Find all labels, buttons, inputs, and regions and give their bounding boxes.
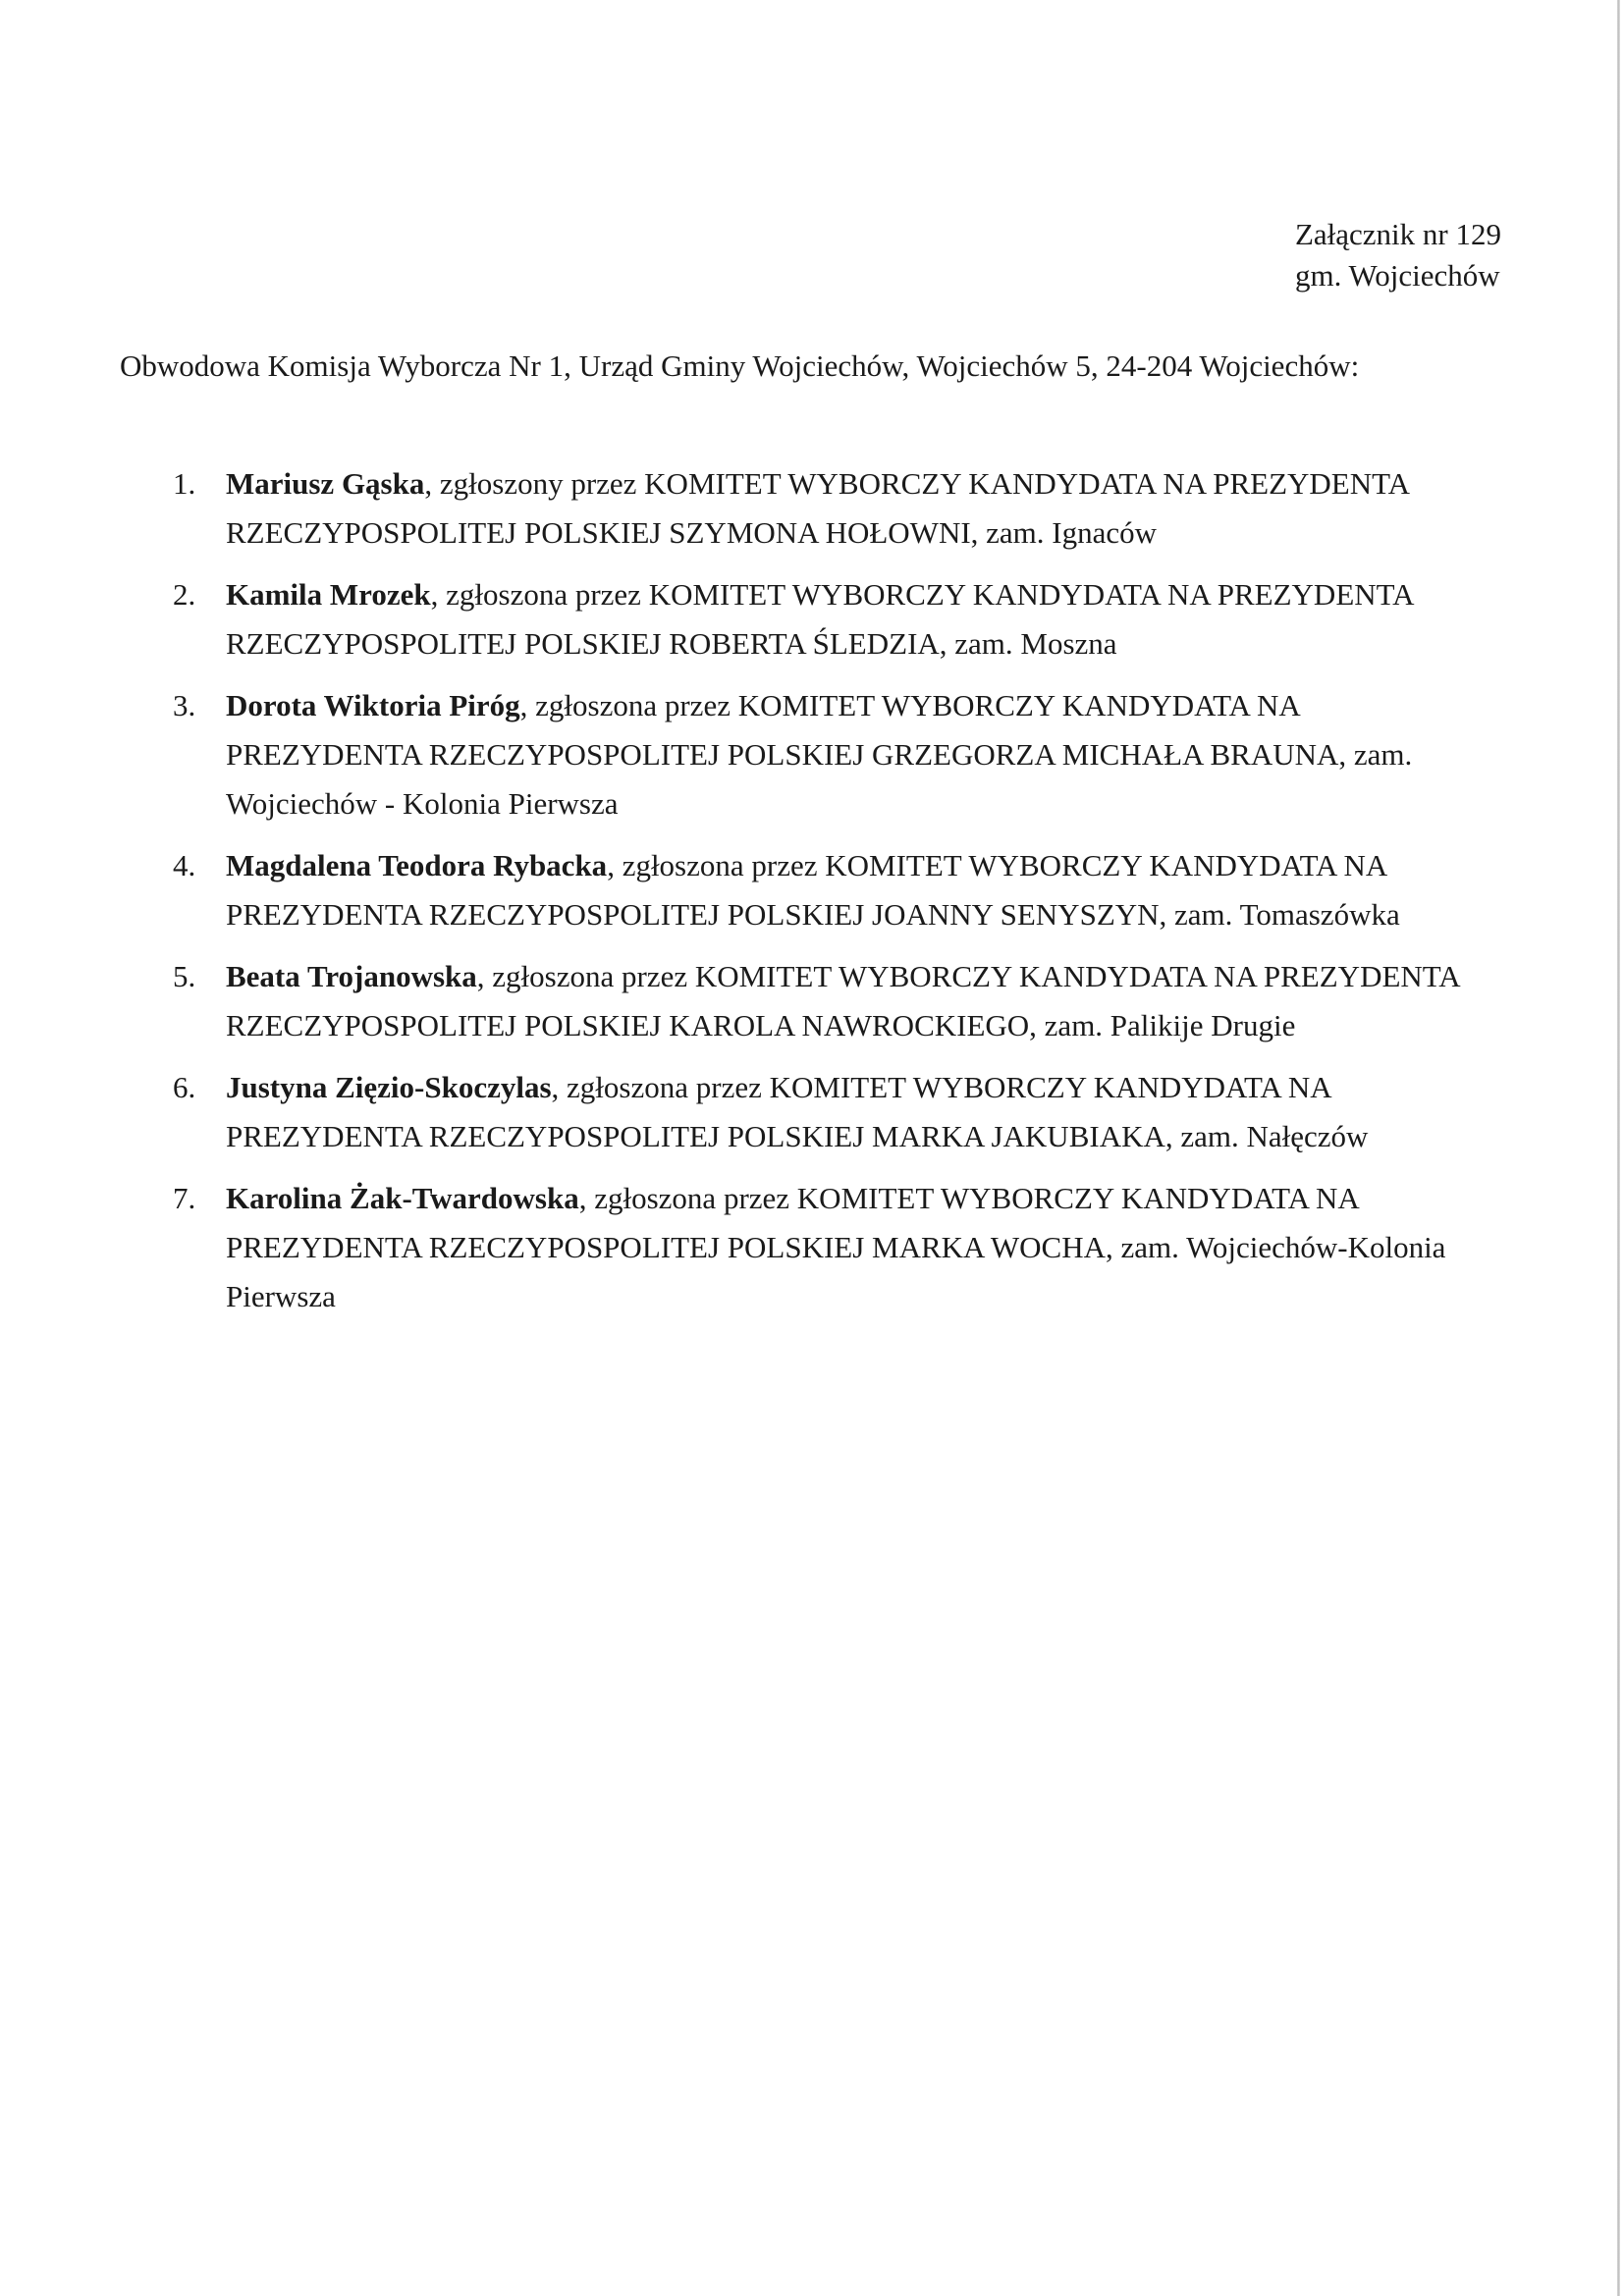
- member-details: , zgłoszona przez KOMITET WYBORCZY KANDYDATA NA PREZYDENTA RZECZYPOSPOLITEJ POLSKIEJ KAROLA NAWROCKIEGO, zam. Palikije Drugie: [226, 959, 1459, 1042]
- list-item: [157, 1174, 1492, 1321]
- item-number: 3.: [173, 688, 196, 722]
- member-list: [157, 459, 1492, 1334]
- list-item: [157, 1063, 1492, 1161]
- list-item: [157, 841, 1492, 939]
- scan-edge-line: [1617, 0, 1620, 2296]
- member-name: Kamila Mrozek: [226, 577, 431, 612]
- member-name: Justyna Zięzio-Skoczylas: [226, 1070, 552, 1104]
- list-item: [157, 952, 1492, 1050]
- member-details: , zgłoszona przez KOMITET WYBORCZY KANDYDATA NA PREZYDENTA RZECZYPOSPOLITEJ POLSKIEJ MARKA WOCHA, zam. Wojciechów-Kolonia Pierwsza: [226, 1181, 1446, 1313]
- member-details: , zgłoszona przez KOMITET WYBORCZY KANDYDATA NA PREZYDENTA RZECZYPOSPOLITEJ POLSKIEJ JOANNY SENYSZYN, zam. Tomaszówka: [226, 848, 1400, 932]
- member-name: Mariusz Gąska: [226, 466, 425, 501]
- member-name: Dorota Wiktoria Piróg: [226, 688, 520, 722]
- member-name: Magdalena Teodora Rybacka: [226, 848, 608, 882]
- item-number: 6.: [173, 1070, 196, 1104]
- member-details: , zgłoszona przez KOMITET WYBORCZY KANDYDATA NA PREZYDENTA RZECZYPOSPOLITEJ POLSKIEJ GRZEGORZA MICHAŁA BRAUNA, zam. Wojciechów - Kolonia Pierwsza: [226, 688, 1413, 821]
- attachment-header: [1295, 214, 1501, 296]
- member-details: , zgłoszona przez KOMITET WYBORCZY KANDYDATA NA PREZYDENTA RZECZYPOSPOLITEJ POLSKIEJ ROBERTA ŚLEDZIA, zam. Moszna: [226, 577, 1413, 661]
- member-name: Karolina Żak-Twardowska: [226, 1181, 579, 1215]
- item-number: 2.: [173, 577, 196, 612]
- item-number: 1.: [173, 466, 196, 501]
- member-details: , zgłoszony przez KOMITET WYBORCZY KANDYDATA NA PREZYDENTA RZECZYPOSPOLITEJ POLSKIEJ SZYMONA HOŁOWNI, zam. Ignaców: [226, 466, 1409, 550]
- list-item: [157, 681, 1492, 828]
- list-item: [157, 570, 1492, 668]
- member-details: , zgłoszona przez KOMITET WYBORCZY KANDYDATA NA PREZYDENTA RZECZYPOSPOLITEJ POLSKIEJ MARKA JAKUBIAKA, zam. Nałęczów: [226, 1070, 1369, 1153]
- member-name: Beata Trojanowska: [226, 959, 477, 993]
- attachment-number: Załącznik nr 129: [1294, 217, 1501, 251]
- item-number: 7.: [173, 1181, 196, 1215]
- commission-title: Obwodowa Komisja Wyborcza Nr 1, Urząd Gminy Wojciechów, Wojciechów 5, 24-204 Wojciechów:: [120, 348, 1360, 383]
- item-number: 5.: [173, 959, 196, 993]
- item-number: 4.: [173, 848, 196, 882]
- municipality-label: gm. Wojciechów: [1294, 258, 1500, 293]
- list-item: [157, 459, 1492, 558]
